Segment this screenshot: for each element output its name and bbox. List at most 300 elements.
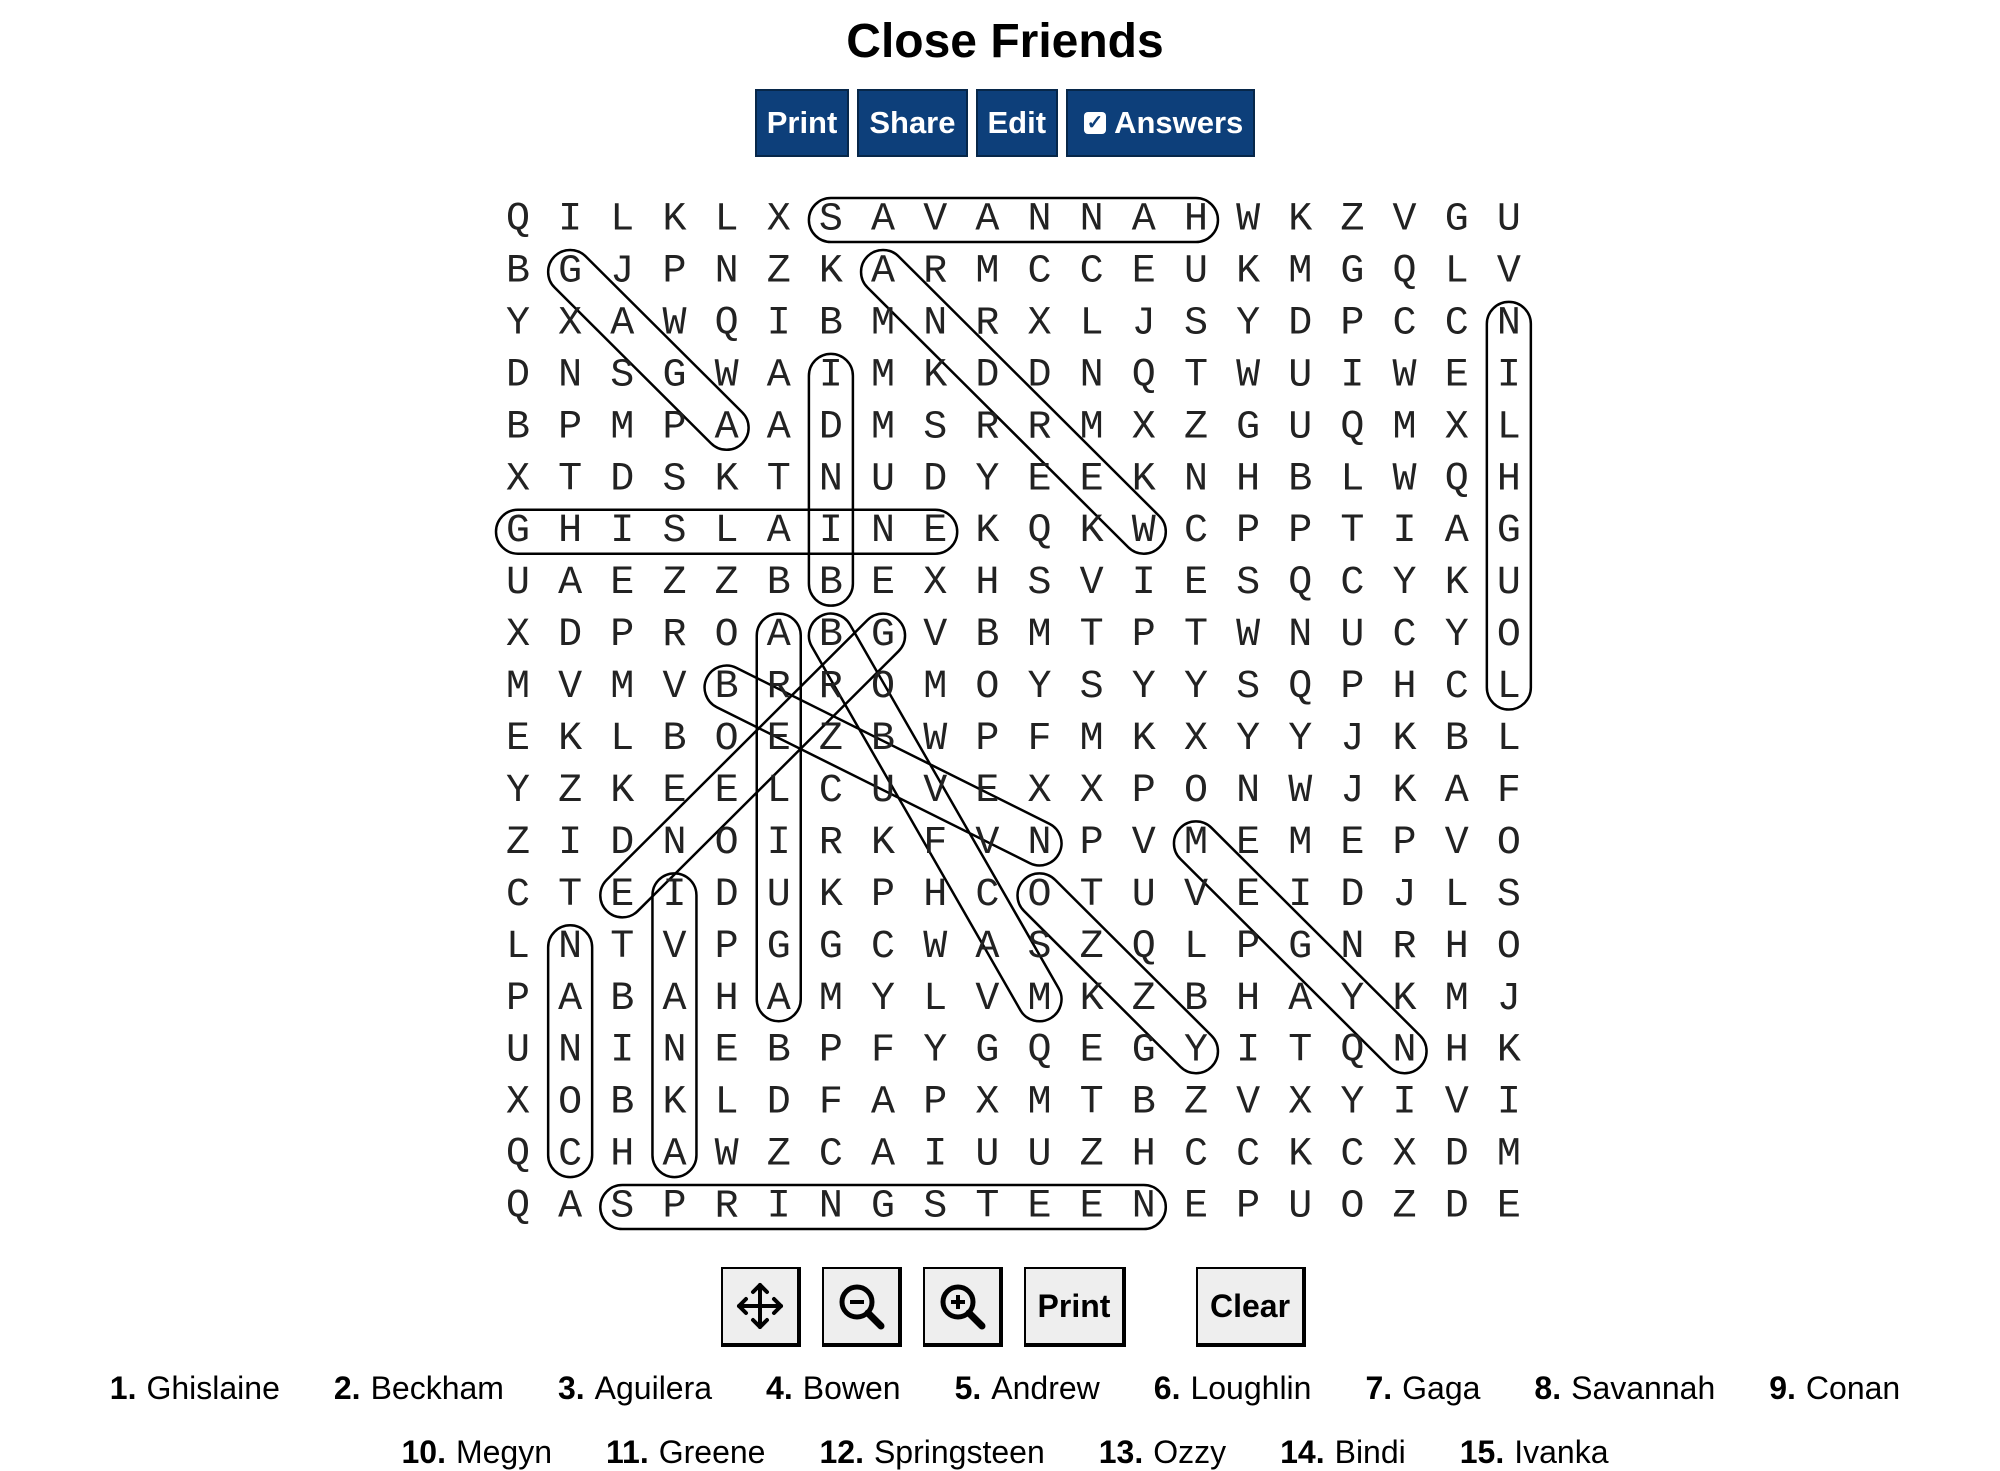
grid-letter[interactable]: X <box>1027 301 1052 347</box>
grid-letter[interactable]: L <box>923 976 948 1022</box>
grid-letter[interactable]: G <box>558 249 583 295</box>
grid-letter[interactable]: A <box>871 249 896 295</box>
grid-letter[interactable]: V <box>1444 1080 1469 1126</box>
grid-letter[interactable]: D <box>505 353 531 399</box>
grid-letter[interactable]: V <box>923 197 948 243</box>
print-button[interactable]: Print <box>755 89 850 157</box>
grid-letter[interactable]: C <box>1444 665 1469 711</box>
grid-letter[interactable]: W <box>714 353 739 399</box>
grid-letter[interactable]: Z <box>714 561 739 607</box>
grid-letter[interactable]: M <box>1444 976 1469 1022</box>
grid-letter[interactable]: M <box>871 353 896 399</box>
grid-letter[interactable]: L <box>1496 405 1521 451</box>
grid-letter[interactable]: B <box>1183 976 1208 1022</box>
grid-letter[interactable]: D <box>558 613 583 659</box>
grid-letter[interactable]: Z <box>1392 1184 1417 1230</box>
grid-letter[interactable]: V <box>1392 197 1417 243</box>
grid-letter[interactable]: G <box>1236 405 1261 451</box>
grid-letter[interactable]: V <box>1131 820 1156 866</box>
grid-letter[interactable]: A <box>871 1132 896 1178</box>
grid-letter[interactable]: W <box>1392 457 1417 503</box>
grid-letter[interactable]: K <box>818 872 843 918</box>
grid-letter[interactable]: B <box>818 561 843 607</box>
grid-letter[interactable]: P <box>505 976 531 1022</box>
grid-letter[interactable]: V <box>1183 872 1208 918</box>
grid-letter[interactable]: Y <box>505 768 531 814</box>
grid-letter[interactable]: U <box>1288 353 1313 399</box>
grid-letter[interactable]: I <box>766 301 791 347</box>
grid-letter[interactable]: O <box>714 717 739 762</box>
grid-letter[interactable]: B <box>662 717 687 762</box>
grid-letter[interactable]: V <box>662 924 687 970</box>
grid-letter[interactable]: Q <box>714 301 739 347</box>
grid-letter[interactable]: H <box>1444 1028 1469 1074</box>
grid-letter[interactable]: P <box>1340 665 1365 711</box>
grid-letter[interactable]: E <box>610 872 635 918</box>
grid-letter[interactable]: P <box>1288 509 1313 555</box>
share-button[interactable]: Share <box>857 89 967 157</box>
grid-letter[interactable]: L <box>714 1080 739 1126</box>
grid-letter[interactable]: M <box>1392 405 1417 451</box>
grid-letter[interactable]: C <box>1444 301 1469 347</box>
grid-letter[interactable]: V <box>1079 561 1104 607</box>
grid-letter[interactable]: Z <box>1340 197 1365 243</box>
grid-letter[interactable]: A <box>975 924 1000 970</box>
grid-letter[interactable]: Z <box>1079 1132 1104 1178</box>
grid-letter[interactable]: N <box>662 820 687 866</box>
grid-letter[interactable]: G <box>1444 197 1469 243</box>
grid-letter[interactable]: C <box>1340 561 1365 607</box>
grid-letter[interactable]: Y <box>1236 301 1261 347</box>
grid-letter[interactable]: R <box>818 665 843 711</box>
grid-letter[interactable]: U <box>1496 561 1521 607</box>
grid-letter[interactable]: P <box>610 613 635 659</box>
grid-letter[interactable]: I <box>923 1132 948 1178</box>
grid-letter[interactable]: P <box>558 405 583 451</box>
grid-letter[interactable]: P <box>1079 820 1104 866</box>
grid-letter[interactable]: E <box>714 768 739 814</box>
grid-letter[interactable]: X <box>1183 717 1208 762</box>
grid-letter[interactable]: G <box>871 613 896 659</box>
grid-letter[interactable]: T <box>1079 1080 1104 1126</box>
grid-letter[interactable]: Y <box>1183 665 1208 711</box>
grid-letter[interactable]: L <box>766 768 791 814</box>
grid-letter[interactable]: Z <box>1131 976 1156 1022</box>
grid-letter[interactable]: C <box>1183 509 1208 555</box>
grid-letter[interactable]: W <box>662 301 687 347</box>
grid-letter[interactable]: K <box>1288 1132 1313 1178</box>
grid-letter[interactable]: H <box>975 561 1000 607</box>
grid-letter[interactable]: D <box>610 820 635 866</box>
grid-letter[interactable]: A <box>558 1184 583 1230</box>
grid-letter[interactable]: E <box>1079 1184 1104 1230</box>
grid-letter[interactable]: E <box>1079 1028 1104 1074</box>
grid-letter[interactable]: N <box>1288 613 1313 659</box>
grid-letter[interactable]: K <box>1131 457 1156 503</box>
grid-letter[interactable]: X <box>1027 768 1052 814</box>
grid-letter[interactable]: Y <box>871 976 896 1022</box>
grid-letter[interactable]: Y <box>1288 717 1313 762</box>
grid-letter[interactable]: K <box>975 509 1000 555</box>
grid-letter[interactable]: S <box>662 509 687 555</box>
grid-letter[interactable]: E <box>1444 353 1469 399</box>
grid-letter[interactable]: W <box>923 717 948 762</box>
grid-letter[interactable]: C <box>558 1132 583 1178</box>
grid-letter[interactable]: N <box>558 1028 583 1074</box>
grid-letter[interactable]: C <box>1340 1132 1365 1178</box>
grid-letter[interactable]: A <box>558 561 583 607</box>
grid-letter[interactable]: N <box>1079 353 1104 399</box>
grid-letter[interactable]: A <box>766 613 791 659</box>
grid-letter[interactable]: A <box>871 1080 896 1126</box>
grid-letter[interactable]: I <box>818 353 843 399</box>
grid-letter[interactable]: G <box>975 1028 1000 1074</box>
grid-letter[interactable]: N <box>1340 924 1365 970</box>
zoom-in-button[interactable] <box>923 1267 1003 1347</box>
grid-letter[interactable]: M <box>871 301 896 347</box>
grid-letter[interactable]: N <box>1496 301 1521 347</box>
grid-letter[interactable]: M <box>505 665 531 711</box>
grid-letter[interactable]: U <box>1496 197 1521 243</box>
grid-letter[interactable]: H <box>1131 1132 1156 1178</box>
grid-letter[interactable]: D <box>1340 872 1365 918</box>
grid-letter[interactable]: I <box>1496 1080 1521 1126</box>
grid-letter[interactable]: Y <box>1183 1028 1208 1074</box>
grid-letter[interactable]: Q <box>1288 665 1313 711</box>
grid-letter[interactable]: O <box>1496 820 1521 866</box>
grid-letter[interactable]: T <box>558 872 583 918</box>
grid-letter[interactable]: M <box>818 976 843 1022</box>
grid-letter[interactable]: Y <box>1340 976 1365 1022</box>
grid-letter[interactable]: I <box>1236 1028 1261 1074</box>
grid-letter[interactable]: E <box>1183 561 1208 607</box>
grid-letter[interactable]: M <box>1027 1080 1052 1126</box>
grid-letter[interactable]: R <box>662 613 687 659</box>
grid-letter[interactable]: Q <box>1027 509 1052 555</box>
grid-letter[interactable]: S <box>923 1184 948 1230</box>
move-button[interactable] <box>721 1267 801 1347</box>
grid-letter[interactable]: L <box>1079 301 1104 347</box>
grid-letter[interactable]: J <box>1340 717 1365 762</box>
grid-letter[interactable]: K <box>1131 717 1156 762</box>
grid-letter[interactable]: K <box>818 249 843 295</box>
grid-letter[interactable]: Z <box>818 717 843 762</box>
grid-letter[interactable]: M <box>1027 976 1052 1022</box>
grid-letter[interactable]: B <box>610 976 635 1022</box>
grid-letter[interactable]: N <box>818 1184 843 1230</box>
grid-letter[interactable]: X <box>558 301 583 347</box>
grid-letter[interactable]: U <box>1288 405 1313 451</box>
grid-letter[interactable]: A <box>1444 509 1469 555</box>
grid-letter[interactable]: A <box>975 197 1000 243</box>
grid-letter[interactable]: D <box>975 353 1000 399</box>
grid-letter[interactable]: C <box>1027 249 1052 295</box>
grid-letter[interactable]: C <box>818 1132 843 1178</box>
grid-letter[interactable]: L <box>1444 872 1469 918</box>
grid-letter[interactable]: X <box>1131 405 1156 451</box>
grid-letter[interactable]: Y <box>1444 613 1469 659</box>
grid-letter[interactable]: V <box>923 613 948 659</box>
grid-letter[interactable]: U <box>1183 249 1208 295</box>
grid-print-button[interactable]: Print <box>1024 1267 1126 1347</box>
grid-letter[interactable]: S <box>610 1184 635 1230</box>
grid-letter[interactable]: B <box>1444 717 1469 762</box>
grid-letter[interactable]: D <box>714 872 739 918</box>
grid-letter[interactable]: D <box>1444 1184 1469 1230</box>
grid-letter[interactable]: K <box>1236 249 1261 295</box>
grid-letter[interactable]: P <box>1392 820 1417 866</box>
grid-letter[interactable]: I <box>1496 353 1521 399</box>
grid-letter[interactable]: Y <box>1236 717 1261 762</box>
grid-letter[interactable]: H <box>1236 976 1261 1022</box>
grid-letter[interactable]: C <box>1183 1132 1208 1178</box>
grid-letter[interactable]: P <box>818 1028 843 1074</box>
grid-letter[interactable]: P <box>1236 509 1261 555</box>
grid-letter[interactable]: O <box>1027 872 1052 918</box>
grid-letter[interactable]: S <box>1079 665 1104 711</box>
grid-letter[interactable]: U <box>505 561 531 607</box>
grid-letter[interactable]: R <box>766 665 791 711</box>
grid-letter[interactable]: X <box>505 1080 531 1126</box>
grid-letter[interactable]: M <box>1183 820 1208 866</box>
grid-letter[interactable]: S <box>1027 561 1052 607</box>
grid-letter[interactable]: M <box>1079 717 1104 762</box>
grid-letter[interactable]: I <box>818 509 843 555</box>
grid-letter[interactable]: Q <box>1131 353 1156 399</box>
grid-letter[interactable]: N <box>558 924 583 970</box>
grid-letter[interactable]: U <box>871 457 896 503</box>
grid-letter[interactable]: Q <box>1288 561 1313 607</box>
grid-letter[interactable]: L <box>1340 457 1365 503</box>
grid-letter[interactable]: L <box>1496 665 1521 711</box>
grid-letter[interactable]: Q <box>505 1184 531 1230</box>
grid-letter[interactable]: I <box>766 820 791 866</box>
grid-letter[interactable]: E <box>1131 249 1156 295</box>
grid-letter[interactable]: M <box>610 405 635 451</box>
grid-letter[interactable]: X <box>923 561 948 607</box>
grid-letter[interactable]: T <box>1183 613 1208 659</box>
grid-letter[interactable]: K <box>1079 509 1104 555</box>
grid-letter[interactable]: A <box>714 405 739 451</box>
grid-letter[interactable]: S <box>610 353 635 399</box>
grid-letter[interactable]: I <box>610 1028 635 1074</box>
grid-letter[interactable]: G <box>1131 1028 1156 1074</box>
grid-letter[interactable]: B <box>766 1028 791 1074</box>
grid-letter[interactable]: I <box>1131 561 1156 607</box>
grid-letter[interactable]: O <box>1340 1184 1365 1230</box>
grid-letter[interactable]: K <box>714 457 739 503</box>
grid-letter[interactable]: L <box>1444 249 1469 295</box>
grid-letter[interactable]: P <box>1131 613 1156 659</box>
grid-letter[interactable]: E <box>975 768 1000 814</box>
grid-letter[interactable]: U <box>1340 613 1365 659</box>
grid-letter[interactable]: S <box>923 405 948 451</box>
grid-letter[interactable]: E <box>610 561 635 607</box>
grid-letter[interactable]: I <box>662 872 687 918</box>
grid-letter[interactable]: R <box>1392 924 1417 970</box>
grid-letter[interactable]: U <box>766 872 791 918</box>
grid-letter[interactable]: S <box>1496 872 1521 918</box>
grid-letter[interactable]: N <box>1236 768 1261 814</box>
grid-letter[interactable]: N <box>1131 1184 1156 1230</box>
grid-letter[interactable]: I <box>610 509 635 555</box>
grid-letter[interactable]: Y <box>1392 561 1417 607</box>
grid-letter[interactable]: I <box>1392 509 1417 555</box>
grid-letter[interactable]: K <box>1496 1028 1521 1074</box>
clear-button[interactable]: Clear <box>1196 1267 1306 1347</box>
grid-letter[interactable]: V <box>558 665 583 711</box>
grid-letter[interactable]: P <box>1236 924 1261 970</box>
grid-letter[interactable]: N <box>1027 820 1052 866</box>
grid-letter[interactable]: O <box>558 1080 583 1126</box>
grid-letter[interactable]: D <box>1027 353 1052 399</box>
grid-letter[interactable]: B <box>766 561 791 607</box>
grid-letter[interactable]: Y <box>1340 1080 1365 1126</box>
grid-letter[interactable]: N <box>1079 197 1104 243</box>
grid-letter[interactable]: L <box>714 509 739 555</box>
grid-letter[interactable]: A <box>1444 768 1469 814</box>
grid-letter[interactable]: A <box>766 353 791 399</box>
grid-letter[interactable]: B <box>818 613 843 659</box>
grid-letter[interactable]: L <box>610 717 635 762</box>
grid-letter[interactable]: Y <box>1131 665 1156 711</box>
grid-letter[interactable]: G <box>1288 924 1313 970</box>
grid-letter[interactable]: A <box>662 976 687 1022</box>
grid-letter[interactable]: B <box>610 1080 635 1126</box>
grid-letter[interactable]: L <box>714 197 739 243</box>
grid-letter[interactable]: O <box>714 820 739 866</box>
grid-letter[interactable]: K <box>1392 768 1417 814</box>
grid-letter[interactable]: W <box>923 924 948 970</box>
grid-letter[interactable]: I <box>558 820 583 866</box>
grid-letter[interactable]: R <box>1027 405 1052 451</box>
grid-letter[interactable]: A <box>1131 197 1156 243</box>
grid-letter[interactable]: A <box>662 1132 687 1178</box>
grid-letter[interactable]: M <box>1027 613 1052 659</box>
grid-letter[interactable]: C <box>1236 1132 1261 1178</box>
grid-letter[interactable]: Y <box>975 457 1000 503</box>
grid-letter[interactable]: U <box>975 1132 1000 1178</box>
grid-letter[interactable]: X <box>1392 1132 1417 1178</box>
grid-letter[interactable]: E <box>766 717 791 762</box>
grid-letter[interactable]: N <box>871 509 896 555</box>
grid-letter[interactable]: P <box>923 1080 948 1126</box>
grid-letter[interactable]: P <box>662 405 687 451</box>
grid-letter[interactable]: K <box>1288 197 1313 243</box>
grid-letter[interactable]: Q <box>1444 457 1469 503</box>
grid-letter[interactable]: V <box>975 976 1000 1022</box>
grid-letter[interactable]: P <box>662 249 687 295</box>
grid-letter[interactable]: H <box>558 509 583 555</box>
grid-letter[interactable]: I <box>1288 872 1313 918</box>
grid-letter[interactable]: M <box>871 405 896 451</box>
grid-letter[interactable]: X <box>1079 768 1104 814</box>
grid-letter[interactable]: K <box>1079 976 1104 1022</box>
grid-letter[interactable]: A <box>766 509 791 555</box>
grid-letter[interactable]: Q <box>1392 249 1417 295</box>
grid-letter[interactable]: K <box>610 768 635 814</box>
grid-letter[interactable]: W <box>1236 353 1261 399</box>
grid-letter[interactable]: Z <box>505 820 531 866</box>
grid-letter[interactable]: T <box>1183 353 1208 399</box>
grid-letter[interactable]: Q <box>1027 1028 1052 1074</box>
grid-letter[interactable]: D <box>1444 1132 1469 1178</box>
grid-letter[interactable]: P <box>871 872 896 918</box>
grid-letter[interactable]: R <box>975 405 1000 451</box>
grid-letter[interactable]: T <box>1340 509 1365 555</box>
grid-letter[interactable]: M <box>975 249 1000 295</box>
grid-letter[interactable]: L <box>1183 924 1208 970</box>
grid-letter[interactable]: F <box>1027 717 1052 762</box>
grid-letter[interactable]: F <box>818 1080 843 1126</box>
grid-letter[interactable]: E <box>871 561 896 607</box>
grid-letter[interactable]: R <box>923 249 948 295</box>
grid-letter[interactable]: K <box>1444 561 1469 607</box>
grid-letter[interactable]: B <box>505 249 531 295</box>
grid-letter[interactable]: J <box>1131 301 1156 347</box>
grid-letter[interactable]: S <box>1027 924 1052 970</box>
grid-letter[interactable]: O <box>1496 924 1521 970</box>
grid-letter[interactable]: N <box>923 301 948 347</box>
grid-letter[interactable]: E <box>1496 1184 1521 1230</box>
grid-letter[interactable]: Z <box>662 561 687 607</box>
grid-letter[interactable]: A <box>766 405 791 451</box>
grid-letter[interactable]: O <box>1183 768 1208 814</box>
grid-letter[interactable]: B <box>871 717 896 762</box>
grid-letter[interactable]: Y <box>1027 665 1052 711</box>
grid-letter[interactable]: D <box>610 457 635 503</box>
grid-letter[interactable]: Z <box>558 768 583 814</box>
grid-letter[interactable]: K <box>1392 717 1417 762</box>
grid-letter[interactable]: S <box>1236 665 1261 711</box>
grid-letter[interactable]: Z <box>1079 924 1104 970</box>
grid-letter[interactable]: W <box>714 1132 739 1178</box>
grid-letter[interactable]: S <box>818 197 843 243</box>
grid-letter[interactable]: D <box>766 1080 791 1126</box>
grid-letter[interactable]: K <box>662 197 687 243</box>
grid-letter[interactable]: V <box>923 768 948 814</box>
grid-letter[interactable]: F <box>1496 768 1521 814</box>
grid-letter[interactable]: B <box>1288 457 1313 503</box>
grid-letter[interactable]: H <box>923 872 948 918</box>
grid-letter[interactable]: H <box>1183 197 1208 243</box>
grid-letter[interactable]: G <box>818 924 843 970</box>
grid-letter[interactable]: P <box>662 1184 687 1230</box>
grid-letter[interactable]: H <box>610 1132 635 1178</box>
grid-letter[interactable]: W <box>1392 353 1417 399</box>
answers-checkbox-icon[interactable]: ✓ <box>1084 112 1106 134</box>
grid-letter[interactable]: D <box>923 457 948 503</box>
grid-letter[interactable]: V <box>1236 1080 1261 1126</box>
grid-letter[interactable]: X <box>975 1080 1000 1126</box>
grid-letter[interactable]: N <box>1183 457 1208 503</box>
grid-letter[interactable]: L <box>505 924 531 970</box>
grid-letter[interactable]: E <box>662 768 687 814</box>
grid-letter[interactable]: U <box>871 768 896 814</box>
grid-letter[interactable]: W <box>1288 768 1313 814</box>
grid-letter[interactable]: R <box>818 820 843 866</box>
grid-letter[interactable]: U <box>1131 872 1156 918</box>
grid-letter[interactable]: S <box>1183 301 1208 347</box>
grid-letter[interactable]: C <box>1079 249 1104 295</box>
grid-letter[interactable]: V <box>1444 820 1469 866</box>
grid-letter[interactable]: D <box>818 405 843 451</box>
grid-letter[interactable]: M <box>1288 820 1313 866</box>
edit-button[interactable]: Edit <box>976 89 1059 157</box>
grid-letter[interactable]: C <box>1392 301 1417 347</box>
grid-letter[interactable]: Z <box>1183 405 1208 451</box>
grid-letter[interactable]: X <box>505 457 531 503</box>
